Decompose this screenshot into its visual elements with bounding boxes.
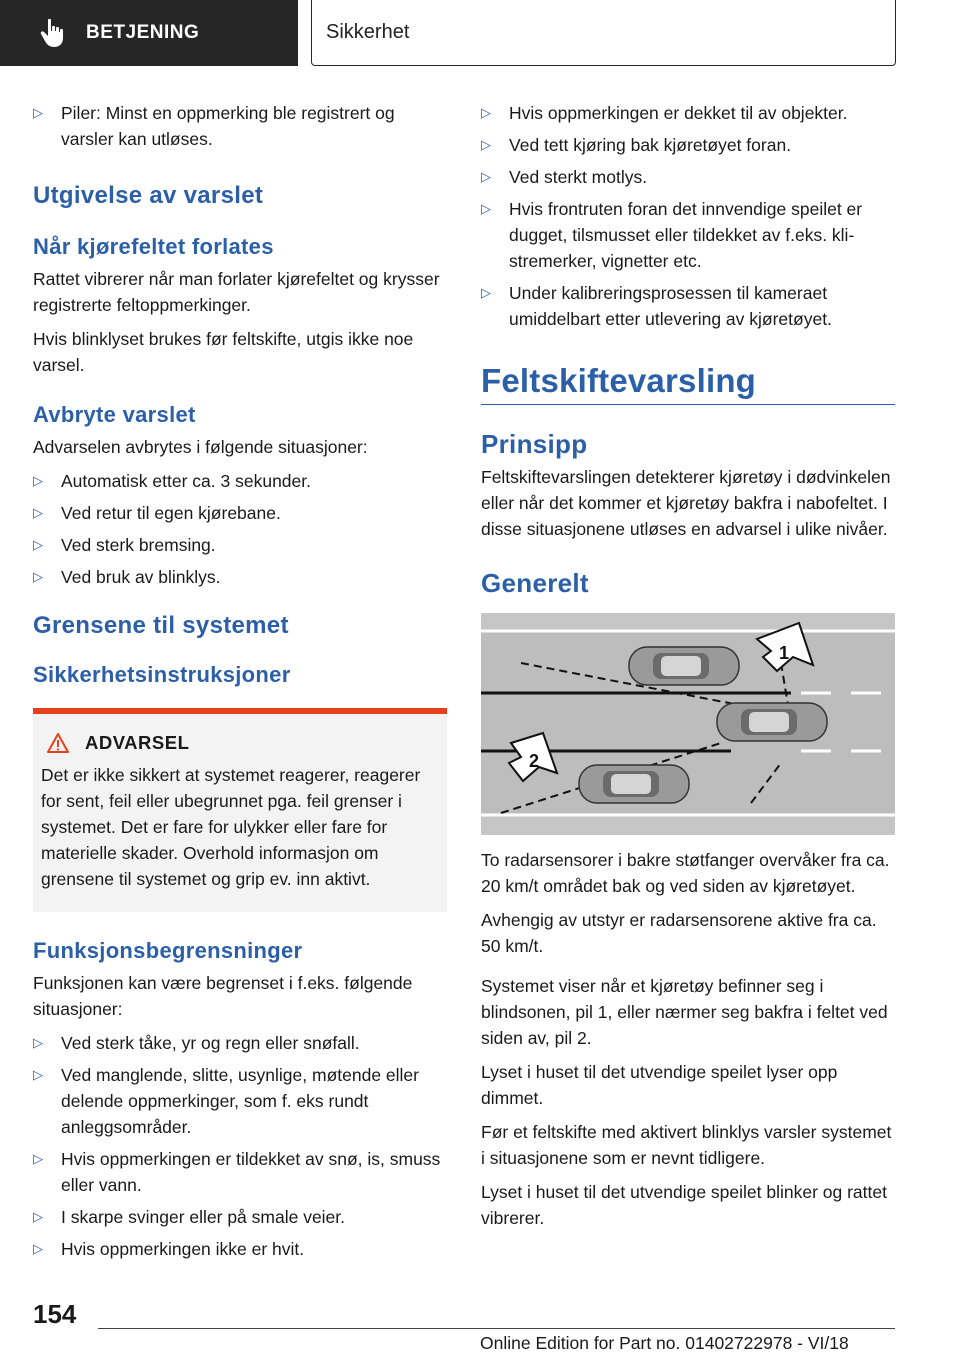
lane-change-illustration (481, 613, 895, 835)
triangle-bullet-icon: ▷ (481, 105, 491, 120)
paragraph: Feltskiftevarslingen detekterer kjøretøy i dødvinkelen eller når det kommer et kjøretøy bakfra i nabofeltet. I disse situasjonene utløses en advarsel i ulike nivåer. (481, 467, 891, 539)
triangle-bullet-icon: ▷ (33, 569, 43, 584)
warning-box (33, 708, 447, 912)
list-item: ▷ Ved tett kjøring bak kjøretøyet foran. (481, 132, 895, 158)
car-icon (579, 765, 689, 803)
warning-header (41, 732, 433, 754)
list-item: ▷ Hvis oppmerkingen er tildekket av snø, is, smuss eller vann. (33, 1146, 447, 1198)
list-item: ▷ Ved sterkt motlys. (481, 164, 895, 190)
list-item: ▷ Automatisk etter ca. 3 sekunder. (33, 468, 447, 494)
paragraph: To radarsensorer i bakre støtfanger overvåker fra ca. 20 km/t området bak og ved siden av kjøretøyet. (481, 850, 890, 896)
limitations-continued-list (481, 100, 895, 332)
footer-edition: Online Edition for Part no. 01402722978 - VI/18 (480, 1333, 849, 1353)
figure-label-1: 1 (779, 643, 790, 663)
avbryte-list (33, 468, 447, 590)
heading-rule (481, 362, 895, 405)
triangle-bullet-icon: ▷ (33, 473, 43, 488)
triangle-bullet-icon: ▷ (33, 105, 43, 120)
triangle-bullet-icon: ▷ (481, 137, 491, 152)
paragraph: Hvis blinklyset brukes før feltskifte, utgis ikke noe varsel. (33, 329, 414, 375)
paragraph: Lyset i huset til det utvendige speilet lyser opp dimmet. (481, 1062, 838, 1108)
road-diagram (481, 613, 895, 835)
list-item: ▷ Ved bruk av blinklys. (33, 564, 447, 590)
paragraph: Advarselen avbrytes i følgende situasjoner: (33, 437, 368, 457)
heading-avbryte: Avbryte varslet (33, 402, 196, 427)
figure-label-2: 2 (529, 751, 540, 771)
triangle-bullet-icon: ▷ (33, 537, 43, 552)
intro-bullet-list (33, 100, 447, 152)
triangle-bullet-icon: ▷ (33, 1035, 43, 1050)
chapter-tab (0, 0, 298, 66)
heading-utgivelse: Utgivelse av varslet (33, 182, 264, 209)
heading-grensene: Grensene til systemet (33, 612, 289, 639)
section-label: Sikkerhet (326, 21, 410, 43)
triangle-bullet-icon: ▷ (33, 1151, 43, 1166)
triangle-bullet-icon: ▷ (33, 1241, 43, 1256)
heading-generelt: Generelt (481, 568, 589, 598)
list-item: ▷ I skarpe svinger eller på smale veier. (33, 1204, 447, 1230)
left-column (33, 100, 447, 1268)
paragraph: Avhengig av utstyr er radarsensorene aktive fra ca. 50 km/t. (481, 910, 877, 956)
car-icon (717, 703, 827, 741)
chapter-label: BETJENING (86, 22, 200, 43)
page-header (0, 0, 960, 66)
heading-forlates: Når kjørefeltet forlates (33, 234, 274, 259)
heading-prinsipp: Prinsipp (481, 429, 588, 459)
funksjon-list (33, 1030, 447, 1262)
paragraph: Systemet viser når et kjøretøy befinner seg i blindsonen, pil 1, eller nærmer seg bakfra i feltet ved siden av, pil 2. (481, 976, 888, 1048)
right-column (481, 100, 895, 1231)
triangle-bullet-icon: ▷ (481, 285, 491, 300)
list-item: ▷ Ved retur til egen kjørebane. (33, 500, 447, 526)
paragraph: Funksjonen kan være begrenset i f.eks. følgende situasjoner: (33, 973, 413, 1019)
triangle-bullet-icon: ▷ (33, 1209, 43, 1224)
triangle-bullet-icon: ▷ (33, 1067, 43, 1082)
heading-feltskifte: Feltskiftevarsling (481, 362, 757, 399)
list-item: ▷ Hvis oppmerkingen er dekket til av objekter. (481, 100, 895, 126)
triangle-bullet-icon: ▷ (481, 201, 491, 216)
heading-funksjon: Funksjonsbegrensninger (33, 938, 303, 963)
heading-sikkerhet: Sikkerhetsinstruksjoner (33, 662, 291, 687)
page-number: 154 (33, 1299, 77, 1329)
footer-rule (98, 1328, 895, 1329)
warning-text: Det er ikke sikkert at systemet reagerer, reagerer for sent, feil eller ubegrunnet pga. feil grenser i systemet. Det er fare for ulykker eller fare for materielle skader. Overhold informasjon om grensene til systemet og grip ev. inn aktivt. (41, 765, 421, 889)
paragraph: Lyset i huset til det utvendige speilet blinker og rattet vibrerer. (481, 1182, 887, 1228)
paragraph: Før et feltskifte med aktivert blinklys varsler systemet i situasjonene som er nevnt tidligere. (481, 1122, 892, 1168)
list-item: ▷ Hvis frontruten foran det innvendige speilet er dugget, tilsmusset eller tildekket av f.eks. klistremerker, vignetter etc. (481, 196, 895, 274)
list-item: ▷ Ved manglende, slitte, usynlige, møtende eller delende oppmerkinger, som f. eks rundt anleggsområder. (33, 1062, 447, 1140)
triangle-bullet-icon: ▷ (481, 169, 491, 184)
warning-title: ADVARSEL (85, 732, 190, 753)
list-item: ▷ Under kalibreringsprosessen til kameraet umiddelbart etter utlevering av kjøretøyet. (481, 280, 895, 332)
warning-triangle-icon (47, 733, 69, 753)
list-item: ▷ Hvis oppmerkingen ikke er hvit. (33, 1236, 447, 1262)
car-icon (629, 647, 739, 685)
list-item: ▷ Ved sterk tåke, yr og regn eller snøfall. (33, 1030, 447, 1056)
paragraph: Rattet vibrerer når man forlater kjørefeltet og krysser registrerte feltoppmerkinger. (33, 269, 440, 315)
hand-pointer-icon (40, 18, 66, 48)
section-box (311, 0, 896, 66)
list-item: ▷ Piler: Minst en oppmerking ble registrert og varsler kan utløses. (33, 100, 447, 152)
triangle-bullet-icon: ▷ (33, 505, 43, 520)
list-item: ▷ Ved sterk bremsing. (33, 532, 447, 558)
